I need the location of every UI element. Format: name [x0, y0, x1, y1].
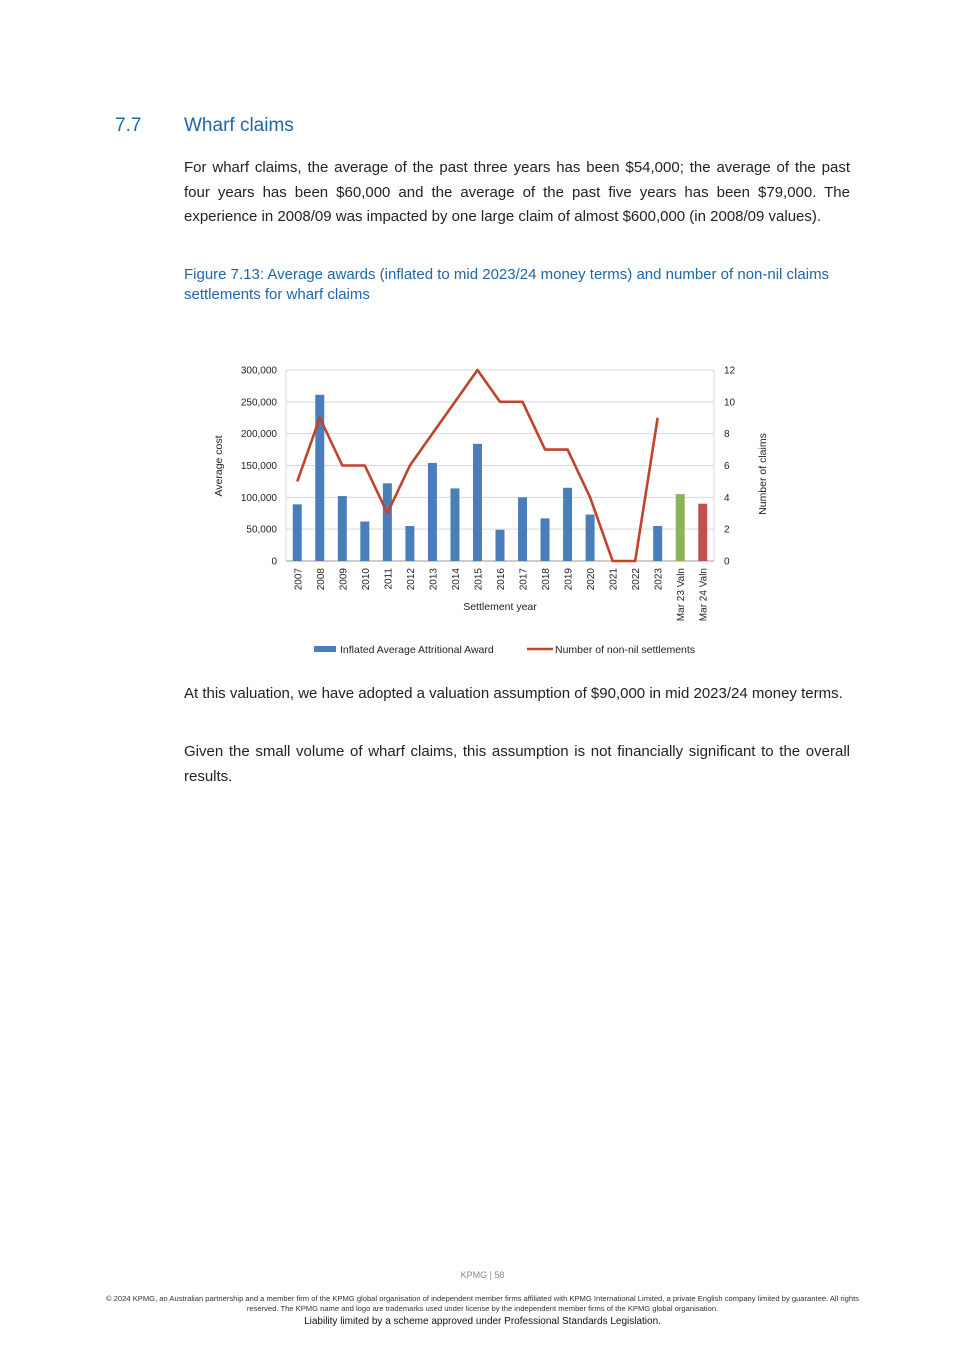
- legend-bar-label: Inflated Average Attritional Award: [340, 644, 494, 656]
- bar: [428, 463, 437, 561]
- y-tick-label: 200,000: [240, 429, 277, 441]
- y-tick-label: 50,000: [246, 524, 277, 536]
- y-tick-label: 300,000: [240, 365, 277, 377]
- y2-tick-label: 2: [724, 524, 730, 536]
- intro-paragraph: For wharf claims, the average of the past three years has been $54,000; the average of the past four years has been $60,000 and the average of the past five years has been $79,000. The experience in 2008/09 was impacted by one large claim of almost $600,000 (in 2008/09 values).: [184, 159, 850, 225]
- y2-tick-label: 0: [724, 556, 730, 568]
- bar: [586, 515, 595, 561]
- x-tick-label: 2020: [586, 568, 598, 591]
- x-tick-label: 2013: [428, 568, 440, 591]
- bar: [698, 504, 707, 561]
- copyright-notice: © 2024 KPMG, an Australian partnership and a member firm of the KPMG global organisation of independent member firms affiliated with KPMG International Limited, a private English company limited by guarantee. All rights reserved. The KPMG name and logo are trademarks used under license by the independent member firms of the KPMG global organisation.: [106, 1294, 859, 1313]
- x-tick-label: 2010: [360, 568, 372, 591]
- figure-caption: Figure 7.13: Average awards (inflated to mid 2023/24 money terms) and number of non-nil claims settlements for wharf claims: [184, 266, 830, 303]
- y2-axis-title: Number of claims: [757, 433, 769, 515]
- bar: [676, 494, 685, 561]
- section-number: 7.7: [115, 115, 142, 136]
- x-tick-label: 2022: [631, 568, 643, 591]
- y-tick-label: 150,000: [240, 461, 277, 472]
- bar: [496, 530, 505, 561]
- page-number: KPMG | 58: [460, 1270, 505, 1280]
- x-tick-label: 2023: [653, 568, 665, 591]
- bar: [518, 497, 527, 561]
- liability-notice: Liability limited by a scheme approved under Professional Standards Legislation.: [304, 1316, 661, 1327]
- bar: [541, 518, 550, 561]
- bar: [338, 496, 347, 561]
- bar: [293, 504, 302, 561]
- significance-paragraph: Given the small volume of wharf claims, this assumption is not financially significant to the overall results.: [184, 743, 850, 785]
- x-tick-label: 2017: [518, 568, 530, 591]
- legend-line-label: Number of non-nil settlements: [555, 644, 696, 656]
- bar: [653, 526, 662, 561]
- bar: [563, 488, 572, 561]
- x-tick-label: 2008: [315, 568, 327, 591]
- assumption-paragraph: At this valuation, we have adopted a valuation assumption of $90,000 in mid 2023/24 money terms.: [184, 685, 843, 702]
- x-tick-label: 2007: [293, 568, 305, 591]
- y-axis-title: Average cost: [213, 435, 225, 497]
- x-tick-label: Mar 24 Valn: [698, 568, 710, 622]
- x-tick-label: 2012: [405, 568, 417, 591]
- section-title: Wharf claims: [184, 115, 294, 136]
- y-tick-label: 250,000: [240, 397, 277, 409]
- x-tick-label: 2016: [496, 568, 507, 591]
- bar: [450, 488, 459, 561]
- bar: [383, 483, 392, 561]
- bar: [473, 444, 482, 561]
- x-tick-label: 2019: [563, 568, 575, 591]
- x-tick-label: 2009: [338, 568, 350, 591]
- x-tick-label: Mar 23 Valn: [676, 568, 688, 622]
- y-tick-label: 0: [271, 556, 277, 568]
- x-tick-label: 2018: [541, 568, 553, 591]
- x-tick-label: 2014: [450, 568, 462, 591]
- y2-tick-label: 4: [724, 492, 730, 504]
- x-tick-label: 2015: [473, 568, 485, 591]
- bar: [405, 526, 414, 561]
- x-tick-label: 2021: [608, 568, 620, 591]
- bar: [360, 522, 369, 561]
- legend-bar-swatch: [314, 646, 336, 652]
- y2-tick-label: 12: [724, 365, 736, 377]
- y-tick-label: 100,000: [240, 492, 277, 504]
- x-tick-label: 2011: [383, 568, 395, 590]
- y2-tick-label: 8: [724, 429, 730, 441]
- x-axis-title: Settlement year: [463, 601, 537, 613]
- y2-tick-label: 10: [724, 397, 736, 409]
- y2-tick-label: 6: [724, 461, 730, 472]
